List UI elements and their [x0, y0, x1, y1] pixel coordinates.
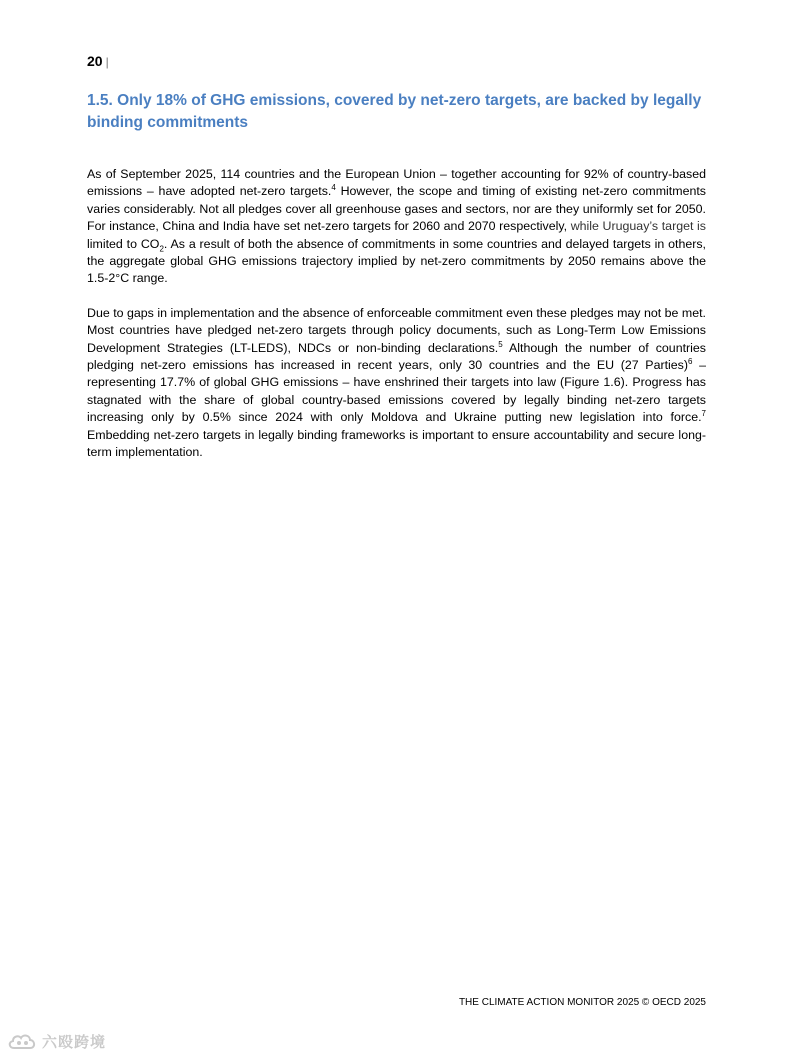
paragraph-2-text-c: – representing 17.7% of global GHG emissions – have enshrined their targets into law (Figure 1.6). Progress has stagnated with the share of global country-based emissions covered by legally binding net-zero targets increasing only by 0.5% since 2024 with only Moldova and Ukraine putting new legislation into force.: [87, 358, 706, 425]
paragraph-2-text-b: Although the number of countries pledging net-zero emissions has increased in recent years, only 30 countries and the EU (27 Parties): [87, 340, 706, 373]
footnote-ref-7[interactable]: 7: [701, 409, 706, 419]
footnote-ref-5[interactable]: 5: [498, 339, 503, 349]
watermark: [6, 1030, 106, 1052]
paragraph-1: [87, 166, 706, 288]
paragraph-2: [87, 305, 706, 462]
footnote-ref-4[interactable]: 4: [331, 183, 336, 193]
watermark-text: 六殴跨境: [42, 1033, 107, 1051]
paragraph-1-text-a: As of September 2025, 114 countries and the European Union – together accounting for 92% of country-based emissions – have adopted net-zero targets.: [87, 167, 706, 199]
footnote-ref-6[interactable]: 6: [688, 356, 693, 366]
paragraph-2-text-a: Due to gaps in implementation and the absence of enforceable commitment even these pledges may not be met. Most countries have pledged net-zero targets through policy documents, such as Long-Term Low Emissions Development Strategies (LT-LEDS), NDCs or non-binding declarations.: [87, 305, 706, 355]
paragraph-2-text-d: Embedding net-zero targets in legally binding frameworks is important to ensure accountability and secure long-term implementation.: [87, 427, 706, 460]
co2-subscript: 2: [159, 244, 164, 254]
section-heading: 1.5. Only 18% of GHG emissions, covered by net-zero targets, are backed by legally binding commitments: [87, 92, 702, 131]
body-text: [87, 166, 706, 479]
cloud-logo-icon: [6, 1030, 38, 1052]
paragraph-1-text-d: . As a result of both the absence of commitments in some countries and delayed targets in others, the aggregate global GHG emissions trajectory implied by net-zero commitments by 2050 remains above the 1.5-2°C range.: [87, 236, 707, 286]
page-number-separator: |: [105, 55, 109, 69]
paragraph-1-text-b: However, the scope and timing of existing net-zero commitments varies considerably. Not all pledges cover all greenhouse gases and sectors, nor are they uniformly set for 2050. For instance, China and India have set net-zero targets for 2060 and 2070 respectively,: [87, 184, 706, 234]
paragraph-1-text-c: limited to CO: [87, 236, 160, 251]
page-number-value: 20: [87, 53, 103, 69]
paragraph-1-inserted-text: while Uruguay’s target is: [570, 219, 706, 234]
page-footer: THE CLIMATE ACTION MONITOR 2025 © OECD 2025: [458, 997, 706, 1008]
page-number: [87, 52, 109, 71]
